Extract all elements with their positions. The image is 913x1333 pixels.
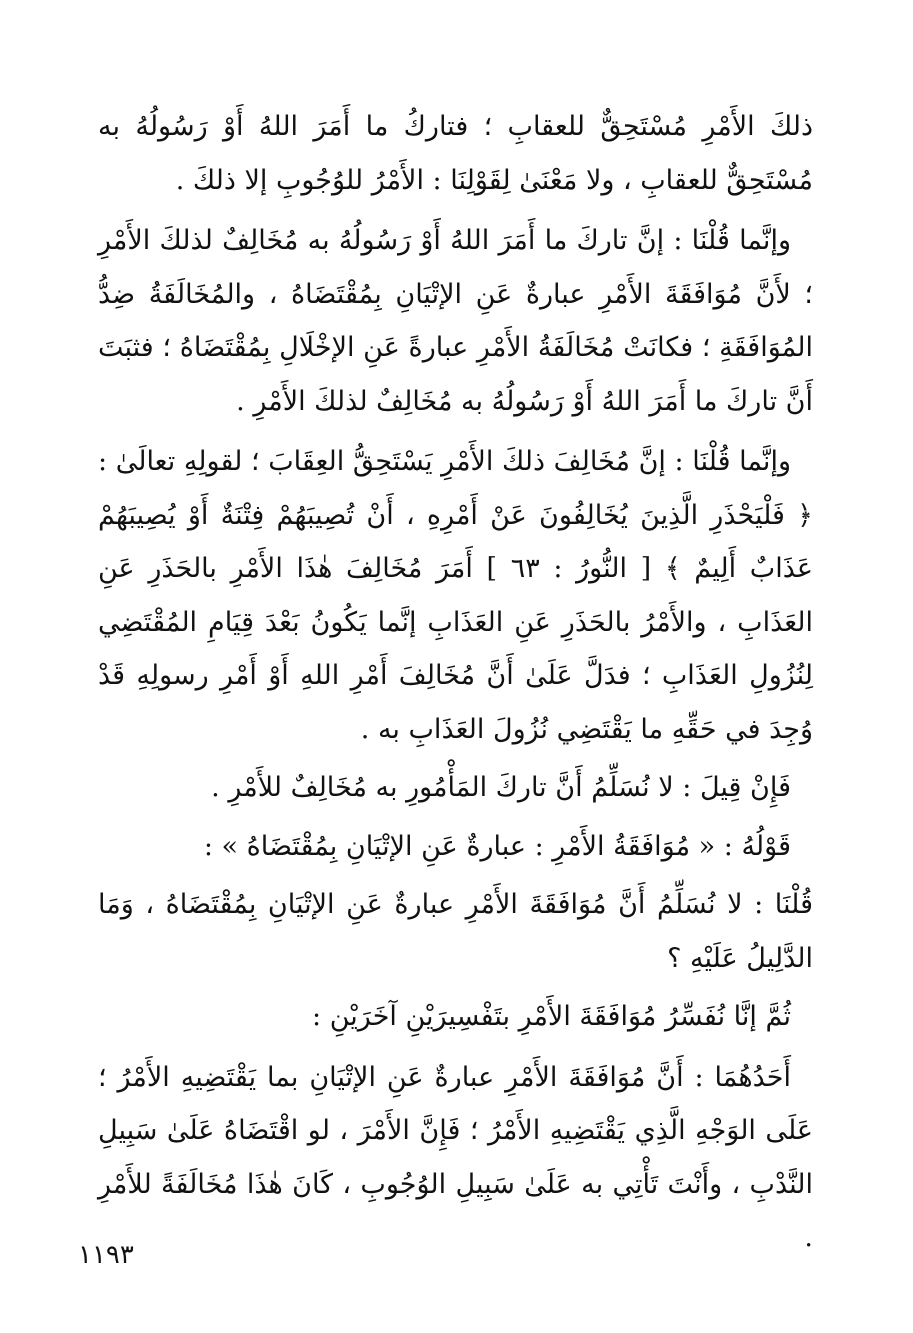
paragraph-7: ثُمَّ إنَّا نُفَسِّرُ مُوَافَقَةَ الأَمْرِ بتَفْسِيرَيْنِ آخَرَيْنِ :: [312, 1001, 791, 1032]
paragraph-6: قُلْنَا : لا نُسَلِّمُ أَنَّ مُوَافَقَةَ الأَمْرِ عبارةٌ عَنِ الإتْيَانِ بِمُقْتَضَاهُ ، وَمَا الدَّلِيلُ عَلَيْهِ ؟: [98, 889, 813, 974]
paragraph-3: وإنَّما قُلْنَا : إنَّ مُخَالِفَ ذلكَ الأَمْرِ يَسْتَحِقُّ العِقَابَ ؛ لقولِهِ تعالَىٰ : ﴿ فَلْيَحْذَرِ الَّذِينَ يُخَالِفُونَ عَنْ أَمْرِهِ ، أَنْ تُصِيبَهُمْ فِتْنَةٌ أَوْ يُصِيبَهُمْ عَذَابٌ أَلِيمٌ ﴾ [ النُّورُ : ٦٣ ] أَمَرَ مُخَالِفَ هٰذَا الأَمْرِ بالحَذَرِ عَنِ العَذَابِ ، والأَمْرُ بالحَذَرِ عَنِ العَذَابِ إنَّما يَكُونُ بَعْدَ قِيَامِ المُقْتَضِي لِنُزُولِ العَذَابِ ؛ فدَلَّ عَلَىٰ أَنَّ مُخَالِفَ أَمْرِ اللهِ أَوْ أَمْرِ رسولِهِ قَدْ وُجِدَ في حَقِّهِ ما يَقْتَضِي نُزُولَ العَذَابِ به .: [98, 446, 813, 745]
paragraph-2: وإنَّما قُلْنَا : إنَّ تاركَ ما أَمَرَ اللهُ أَوْ رَسُولُهُ به مُخَالِفٌ لذلكَ الأَمْرِ ؛ لأَنَّ مُوَافَقَةَ الأَمْرِ عبارةٌ عَنِ الإتْيَانِ بِمُقْتَضَاهُ ، والمُخَالَفَةُ ضِدُّ المُوَافَقَةِ ؛ فكانَتْ مُخَالَفَةُ الأَمْرِ عبارةً عَنِ الإخْلَالِ بِمُقْتَضَاهُ ؛ فثبَتَ أَنَّ تاركَ ما أَمَرَ اللهُ أَوْ رَسُولُهُ به مُخَالِفٌ لذلكَ الأَمْرِ .: [98, 225, 813, 417]
paragraph-4: فَإِنْ قِيلَ : لا نُسَلِّمُ أَنَّ تاركَ المَأْمُورِ به مُخَالِفٌ للأَمْرِ .: [211, 772, 791, 803]
page-number: ١١٩٣: [78, 1240, 134, 1270]
paragraph-5: قَوْلُهُ : « مُوَافَقَةُ الأَمْرِ : عبارةٌ عَنِ الإتْيَانِ بِمُقْتَضَاهُ » :: [203, 830, 791, 862]
paragraph-1: ذلكَ الأَمْرِ مُسْتَحِقٌّ للعقابِ ؛ فتاركُ ما أَمَرَ اللهُ أَوْ رَسُولُهُ به مُسْتَحِقٌّ للعقابِ ، ولا مَعْنَىٰ لِقَوْلِنَا : الأَمْرُ للوُجُوبِ إلا ذلكَ .: [98, 111, 813, 196]
page-body: [98, 100, 813, 1265]
paragraph-8: أَحَدُهُمَا : أَنَّ مُوَافَقَةَ الأَمْرِ عبارةٌ عَنِ الإتْيَانِ بما يَقْتَضِيهِ الأَمْرُ ؛ عَلَى الوَجْهِ الَّذِي يَقْتَضِيهِ الأَمْرُ ؛ فَإِنَّ الأَمْرَ ، لو اقْتَضَاهُ عَلَىٰ سَبِيلِ النَّدْبِ ، وأَنْتَ تَأْتِي به عَلَىٰ سَبِيلِ الوُجُوبِ ، كَانَ هٰذَا مُخَالَفَةً للأَمْرِ .: [98, 1061, 813, 1253]
